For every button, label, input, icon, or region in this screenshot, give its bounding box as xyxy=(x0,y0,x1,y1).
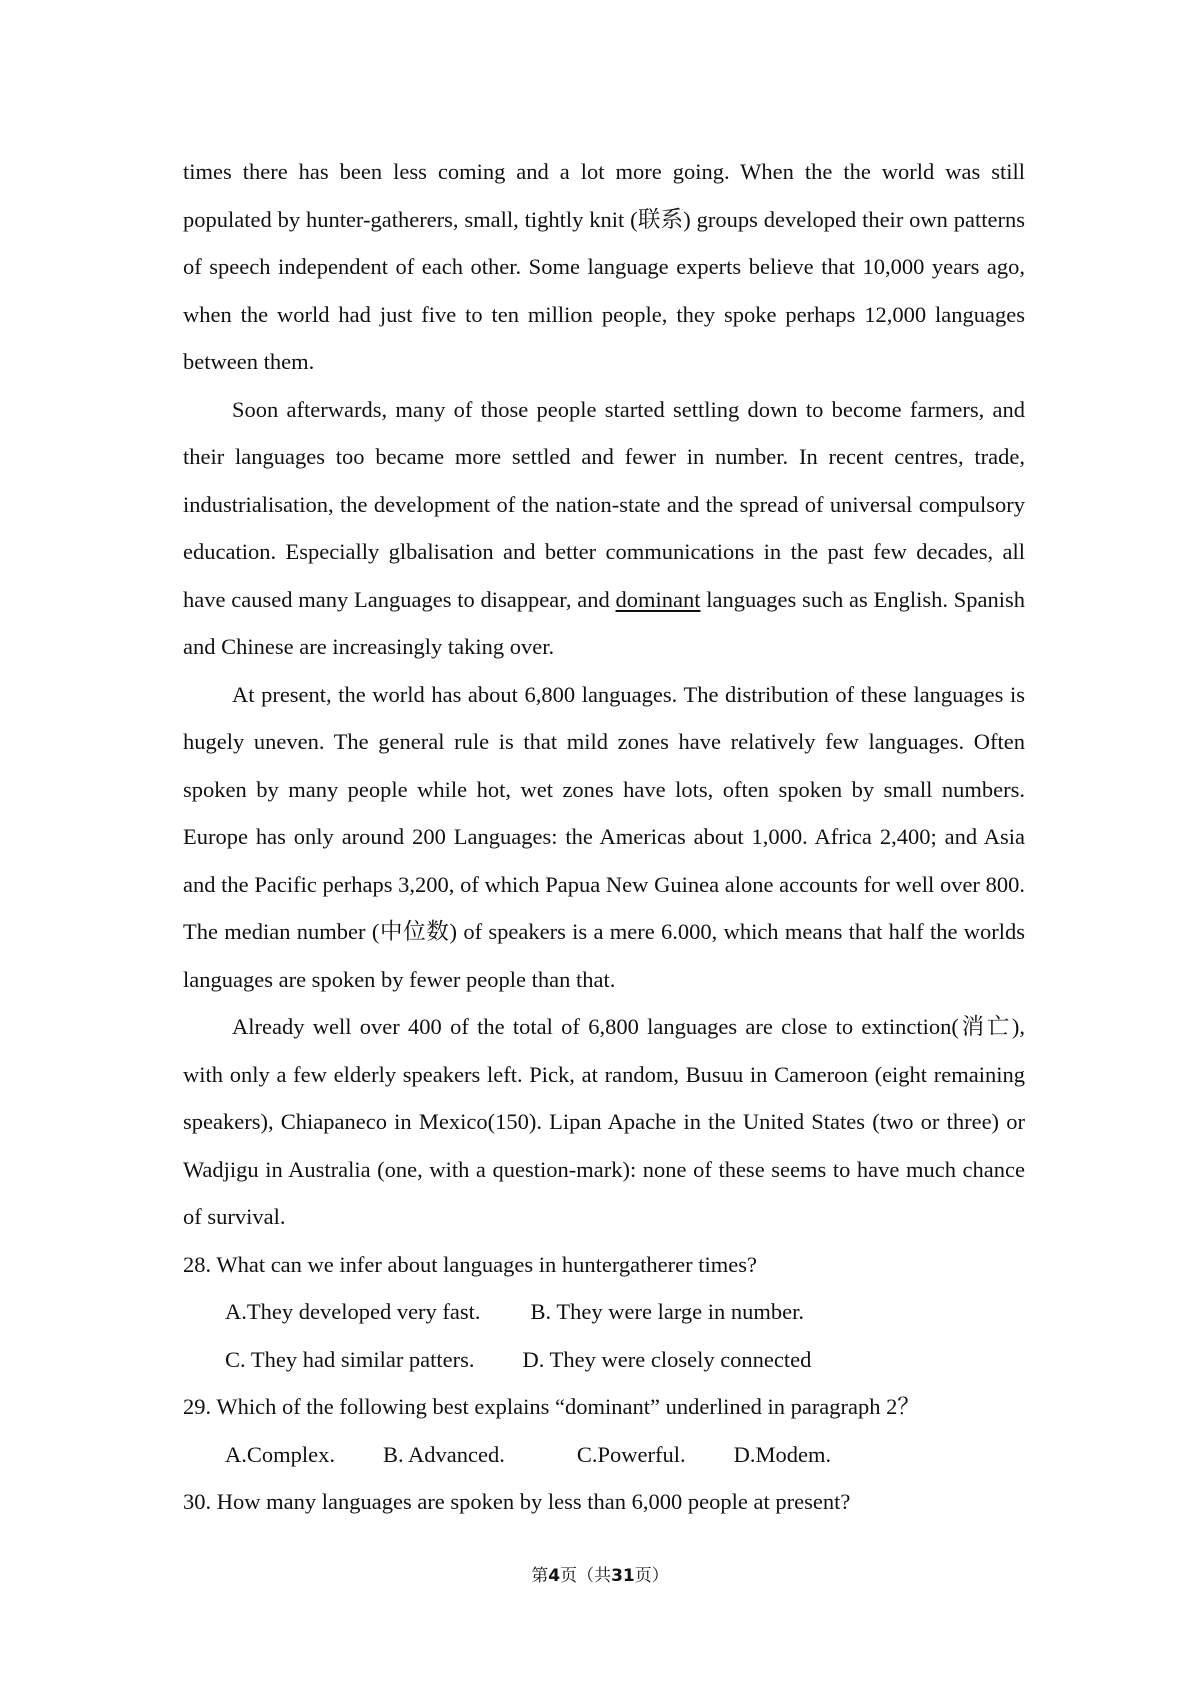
option-28-b: B. They were large in number. xyxy=(530,1299,805,1324)
footer-suffix: 页） xyxy=(634,1566,669,1586)
question-28-options-row-1 xyxy=(183,1288,1025,1336)
question-28-stem: 28. What can we infer about languages in huntergatherer times? xyxy=(183,1251,757,1277)
document-body xyxy=(183,148,1025,1526)
option-29-b: B. Advanced. xyxy=(383,1441,505,1467)
question-29-options xyxy=(183,1431,1025,1479)
paragraph-2-text-b: languages such as English. Spanish and Chinese are increasingly taking over. xyxy=(183,586,1025,659)
paragraph-4: Already well over 400 of the total of 6,800 languages are close to extinction(消亡), with only a few elderly speakers left. Pick, at random, Busuu in Cameroon (eight remaining speakers), Chiapaneco in Mexico(150). Lipan Apache in the United States (two or three) or Wadjigu in Australia (one, with a question-mark): none of these seems to have much chance of survival. xyxy=(183,1014,1025,1229)
page-footer xyxy=(0,1561,1200,1586)
footer-total-pages: 31 xyxy=(611,1566,635,1586)
question-28-options-row-2 xyxy=(183,1336,1025,1384)
option-29-c: C.Powerful. xyxy=(576,1441,686,1467)
paragraph-3: At present, the world has about 6,800 languages. The distribution of these languages is hugely uneven. The general rule is that mild zones have relatively few languages. Often spoken by many people while hot, wet zones have lots, often spoken by small numbers. Europe has only around 200 Languages: the Americas about 1,000. Africa 2,400; and Asia and the Pacific perhaps 3,200, of which Papua New Guinea alone accounts for well over 800. The median number (中位数) of speakers is a mere 6.000, which means that half the worlds languages are spoken by fewer people than that. xyxy=(183,681,1025,992)
option-28-a: A.They developed very fast. xyxy=(225,1299,481,1324)
option-28-c: C. They had similar patters. xyxy=(225,1346,475,1372)
question-30-stem: 30. How many languages are spoken by less than 6,000 people at present? xyxy=(183,1489,851,1514)
paragraph-1: times there has been less coming and a lot more going. When the the world was still populated by hunter-gatherers, small, tightly knit (联系) groups developed their own patterns of speech independent of each other. Some language experts believe that 10,000 years ago, when the world had just five to ten million people, they spoke perhaps 12,000 languages between them. xyxy=(183,159,1025,374)
underlined-word-dominant: dominant xyxy=(615,586,701,612)
paragraph-2 xyxy=(183,386,1025,671)
footer-middle: 页（共 xyxy=(560,1566,612,1586)
option-29-a: A.Complex. xyxy=(225,1441,335,1467)
footer-prefix: 第 xyxy=(531,1566,549,1586)
option-28-d: D. They were closely connected xyxy=(522,1346,812,1372)
question-29-stem: 29. Which of the following best explains “dominant” underlined in paragraph 2？ xyxy=(183,1394,920,1419)
footer-page-number: 4 xyxy=(548,1566,561,1586)
paragraph-2-text-a: Soon afterwards, many of those people started settling down to become farmers, and their languages too became more settled and fewer in number. In recent centres, trade, industrialisation, the development of the nation-state and the spread of universal compulsory education. Especially glbalisation and better communications in the past few decades, all have caused many Languages to disappear, and xyxy=(183,396,1025,612)
option-29-d: D.Modem. xyxy=(733,1441,832,1467)
